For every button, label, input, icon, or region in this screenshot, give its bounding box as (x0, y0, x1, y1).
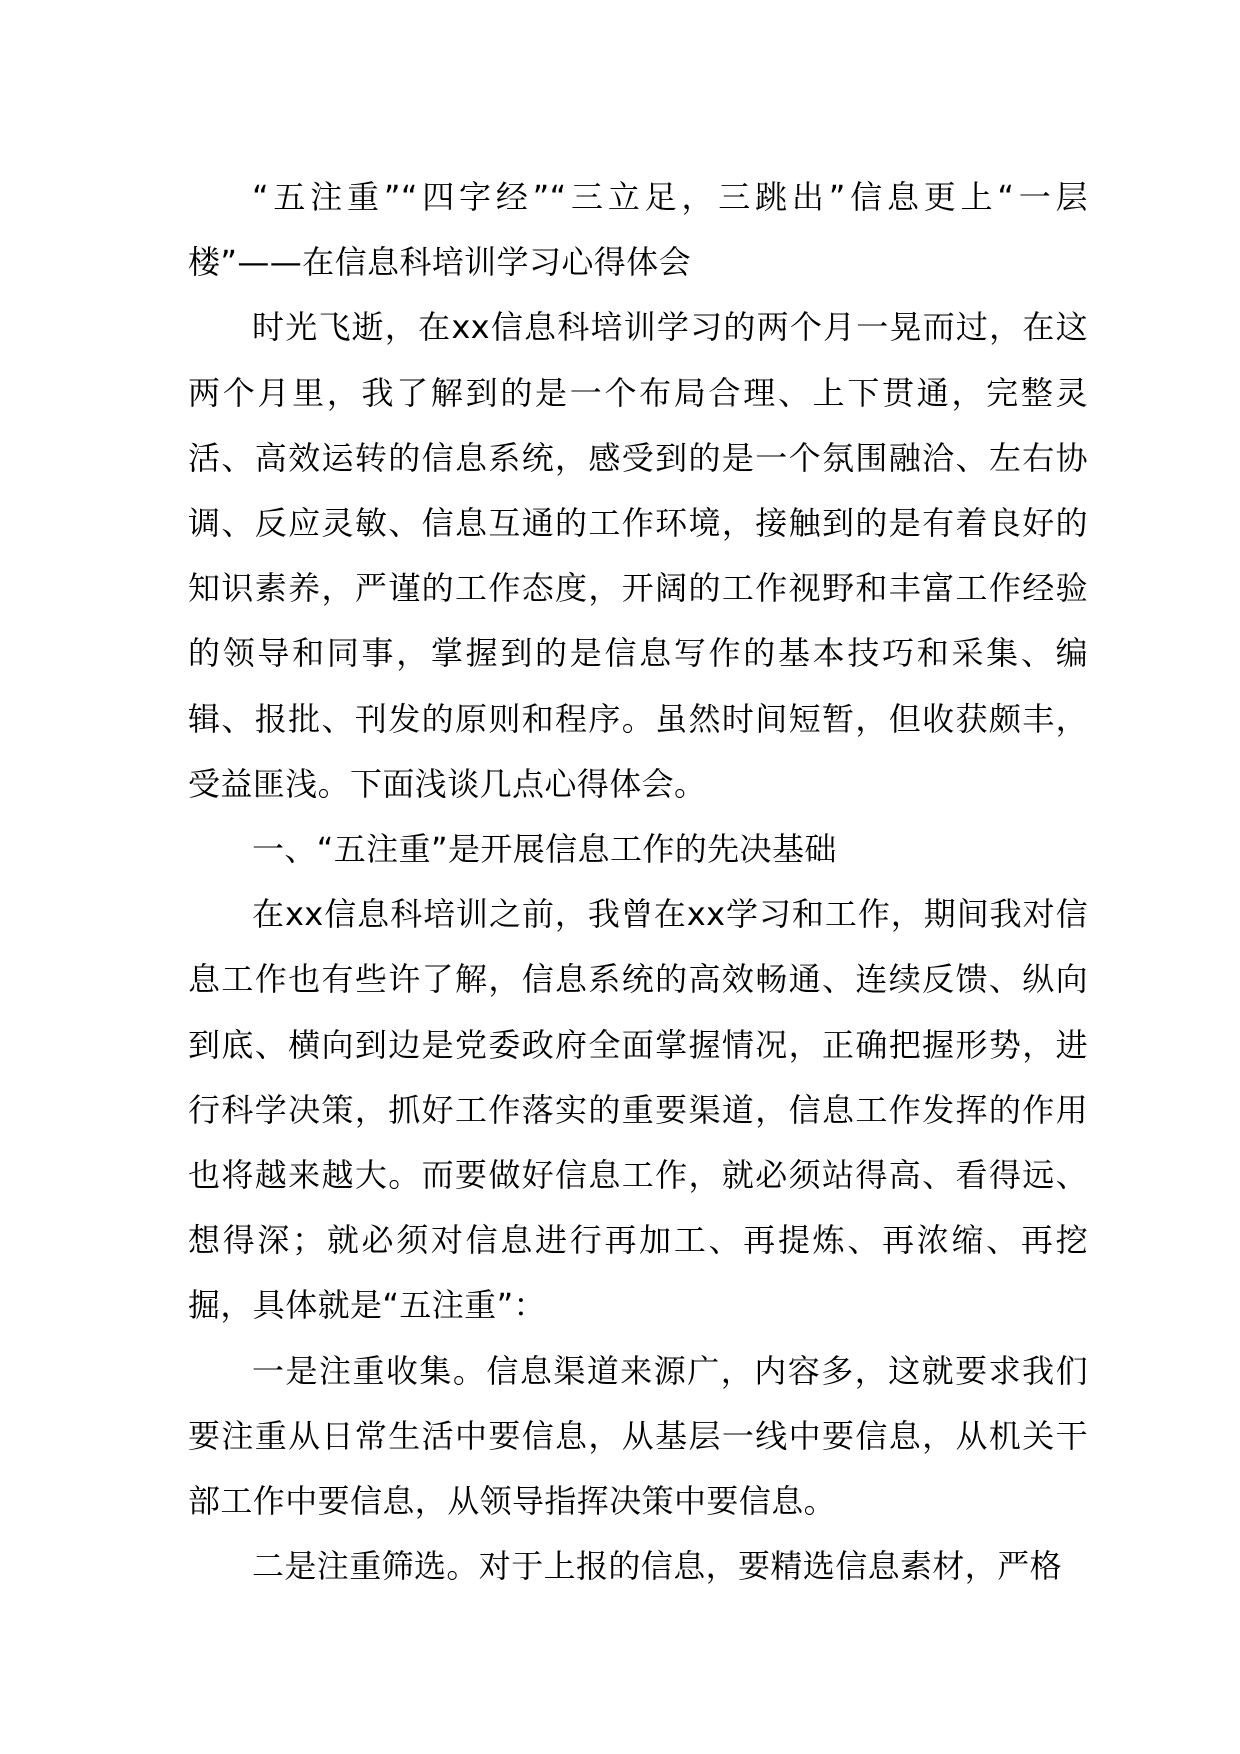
point-2-paragraph: 二是注重筛选。对于上报的信息，要精选信息素材，严格 (252, 1547, 1063, 1586)
intro-paragraph: 时光飞逝，在xx信息科培训学习的两个月一晃而过，在这两个月里，我了解到的是一个布局合理、上下贯通，完整灵活、高效运转的信息系统，感受到的是一个氛围融洽、左右协调、反应灵敏、信息互通的工作环境，接触到的是有着良好的知识素养，严谨的工作态度，开阔的工作视野和丰富工作经验的领导和同事，掌握到的是信息写作的基本技巧和采集、编辑、报批、刊发的原则和程序。虽然时间短暂，但收获颇丰，受益匪浅。下面浅谈几点心得体会。 (188, 308, 1088, 803)
document-title: “五注重”“四字经”“三立足，三跳出”信息更上“一层楼”——在信息科培训学习心得体会 (188, 178, 1088, 282)
section-1-paragraph: 在xx信息科培训之前，我曾在xx学习和工作，期间我对信息工作也有些许了解，信息系统的高效畅通、连续反馈、纵向到底、横向到边是党委政府全面掌握情况，正确把握形势，进行科学决策，抓好工作落实的重要渠道，信息工作发挥的作用也将越来越大。而要做好信息工作，就必须站得高、看得远、想得深；就必须对信息进行再加工、再提炼、再浓缩、再挖掘，具体就是“五注重”： (188, 895, 1088, 1325)
point-1-paragraph: 一是注重收集。信息渠道来源广，内容多，这就要求我们要注重从日常生活中要信息，从基层一线中要信息，从机关干部工作中要信息，从领导指挥决策中要信息。 (188, 1351, 1088, 1521)
document-page (188, 165, 1088, 1599)
section-heading-1: 一、“五注重”是开展信息工作的先决基础 (252, 830, 837, 869)
